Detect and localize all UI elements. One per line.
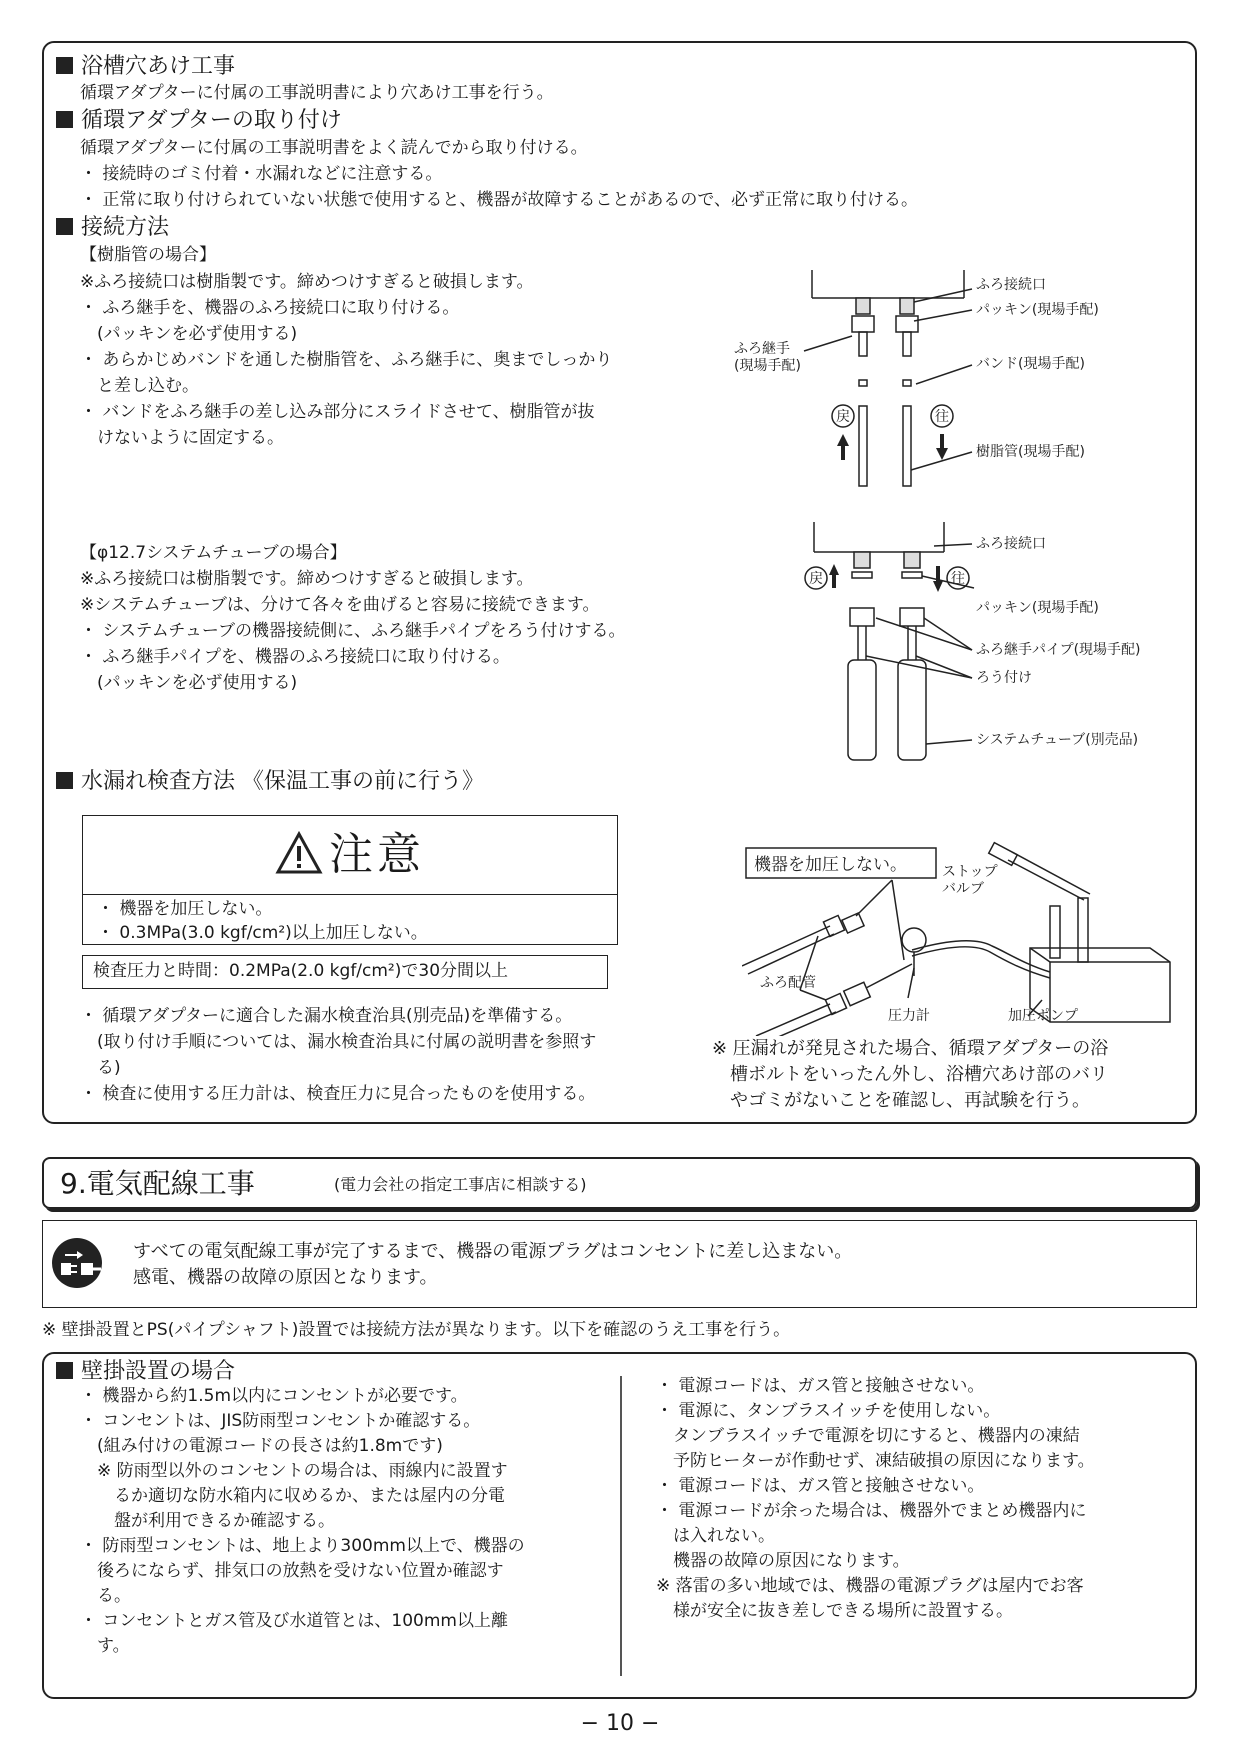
list-item: ・ 防雨型コンセントは、地上より300mm以上で、機器の (80, 1536, 525, 1556)
band-label: バンド(現場手配) (976, 356, 1085, 372)
list-item: 様が安全に抜き差しできる場所に設置する。 (656, 1601, 1013, 1621)
list-item: ・ ふろ継手を、機器のふろ接続口に取り付ける。 (80, 298, 460, 318)
unplug-icon (51, 1237, 103, 1289)
resin-pipe-diagram (728, 262, 1158, 494)
warning-box (42, 1220, 1197, 1308)
return-label: 戻 (809, 571, 823, 587)
leak-test-diagram (742, 840, 1178, 1036)
list-item: ・ コンセントとガス管及び水道管とは、100mm以上離 (80, 1611, 508, 1631)
heading-connection: 接続方法 (56, 214, 169, 242)
list-item: ・ バンドをふろ継手の差し込み部分にスライドさせて、樹脂管が抜 (80, 402, 595, 422)
heading-wall-mount: 壁掛設置の場合 (56, 1358, 235, 1386)
list-item: る。 (80, 1586, 131, 1606)
resin-title: 【樹脂管の場合】 (80, 245, 216, 265)
section9-note: ※ 壁掛設置とPS(パイプシャフト)設置では接続方法が異なります。以下を確認のうえ工事を行う。 (42, 1320, 791, 1340)
list-item: ・ 機器から約1.5m以内にコンセントが必要です。 (80, 1386, 468, 1406)
square-bullet-icon (56, 1362, 73, 1379)
gauge-label: 圧力計 (888, 1008, 930, 1024)
list-item: ・ 接続時のゴミ付着・水漏れなどに注意する。 (80, 164, 443, 184)
packing-label: パッキン(現場手配) (976, 600, 1099, 616)
system-tube-label: システムチューブ(別売品) (976, 732, 1139, 748)
square-bullet-icon (56, 772, 73, 789)
list-item: る) (80, 1058, 121, 1078)
system-tube-diagram (798, 516, 1190, 770)
list-item: ※システムチューブは、分けて各々を曲げると容易に接続できます。 (80, 595, 600, 615)
leak-note: やゴミがないことを確認し、再試験を行う。 (712, 1090, 1090, 1111)
list-item: ・ システムチューブの機器接続側に、ふろ継手パイプをろう付けする。 (80, 621, 626, 641)
supply-label: 往 (935, 409, 949, 425)
column-divider (620, 1376, 622, 1676)
bath-pipe-label: ふろ配管 (760, 975, 816, 991)
list-item: ・ コンセントは、JIS防雨型コンセントか確認する。 (80, 1411, 481, 1431)
joint-label: ふろ継手 (734, 341, 790, 357)
adapter-text: 循環アダプターに付属の工事説明書をよく読んでから取り付ける。 (80, 138, 588, 158)
stop-valve-label: ストップ (942, 864, 998, 880)
warning-icon (275, 831, 323, 875)
list-item: 予防ヒーターが作動せず、凍結破損の原因になります。 (656, 1451, 1095, 1471)
list-item: ・ 電源コードは、ガス管と接触させない。 (656, 1476, 985, 1496)
heading-bath-drilling: 浴槽穴あけ工事 (56, 53, 235, 81)
warning-text-2: 感電、機器の故障の原因となります。 (133, 1267, 438, 1288)
stop-valve-label-2: バルブ (942, 881, 984, 897)
return-label: 戻 (836, 409, 850, 425)
list-item: るか適切な防水箱内に収めるか、または屋内の分電 (80, 1486, 505, 1506)
heading-adapter: 循環アダプターの取り付け (56, 107, 342, 135)
list-item: ・ 電源に、タンブラスイッチを使用しない。 (656, 1401, 1001, 1421)
leak-note: ※ 圧漏れが発見された場合、循環アダプターの浴 (712, 1038, 1109, 1059)
square-bullet-icon (56, 218, 73, 235)
supply-label: 往 (951, 571, 965, 587)
list-item: と差し込む。 (80, 376, 199, 396)
list-item: (パッキンを必ず使用する) (80, 673, 298, 693)
list-item: ・ 電源コードが余った場合は、機器外でまとめ機器内に (656, 1501, 1087, 1521)
packing-label: パッキン(現場手配) (976, 302, 1099, 318)
list-item: は入れない。 (656, 1526, 775, 1546)
list-item: (取り付け手順については、漏水検査治具に付属の説明書を参照す (80, 1032, 597, 1052)
list-item: 盤が利用できるか確認する。 (80, 1511, 335, 1531)
caution-title: 注意 (83, 816, 617, 895)
list-item: ・ 検査に使用する圧力計は、検査圧力に見合ったものを使用する。 (80, 1084, 596, 1104)
list-item: ※ふろ接続口は樹脂製です。締めつけすぎると破損します。 (80, 569, 534, 589)
joint-pipe-label: ふろ継手パイプ(現場手配) (976, 642, 1141, 658)
list-item: タンブラスイッチで電源を切にすると、機器内の凍結 (656, 1426, 1080, 1446)
pressure-time-box: 検査圧力と時間：0.2MPa(2.0 kgf/cm²)で30分間以上 (82, 955, 608, 989)
section9-header (42, 1157, 1197, 1209)
bath-drilling-text: 循環アダプターに付属の工事説明書により穴あけ工事を行う。 (80, 83, 554, 103)
resin-pipe-label: 樹脂管(現場手配) (976, 444, 1085, 460)
list-item: 機器の故障の原因になります。 (656, 1551, 910, 1571)
list-item: 後ろにならず、排気口の放熱を受けない位置か確認す (80, 1561, 504, 1581)
caution-box (82, 815, 618, 945)
furo-port-label: ふろ接続口 (976, 536, 1046, 552)
section9-title: 9.電気配線工事 (60, 1167, 255, 1200)
pump-label: 加圧ポンプ (1008, 1008, 1078, 1024)
section9-subtitle: (電力会社の指定工事店に相談する) (334, 1175, 587, 1194)
warning-text: すべての電気配線工事が完了するまで、機器の電源プラグはコンセントに差し込まない。 (133, 1241, 853, 1262)
system-title: 【φ12.7システムチューブの場合】 (80, 543, 347, 563)
furo-port-label: ふろ接続口 (976, 277, 1046, 293)
list-item: けないように固定する。 (80, 428, 284, 448)
square-bullet-icon (56, 111, 73, 128)
list-item: ・ 正常に取り付けられていない状態で使用すると、機器が故障することがあるので、必ず正常に取り付ける。 (80, 190, 919, 210)
list-item: (組み付けの電源コードの長さは約1.8mです) (80, 1436, 443, 1456)
list-item: ・ 循環アダプターに適合した漏水検査治具(別売品)を準備する。 (80, 1006, 573, 1026)
brazing-label: ろう付け (976, 670, 1032, 686)
heading-leak-test: 水漏れ検査方法 《保温工事の前に行う》 (56, 768, 484, 796)
square-bullet-icon (56, 57, 73, 74)
page-number: − 10 − (580, 1711, 660, 1736)
joint-label-2: (現場手配) (734, 358, 801, 374)
list-item: ・ 機器を加圧しない。 (97, 899, 273, 919)
list-item: ・ 電源コードは、ガス管と接触させない。 (656, 1376, 985, 1396)
list-item: ・ あらかじめバンドを通した樹脂管を、ふろ継手に、奥までしっかり (80, 350, 613, 370)
list-item: ※ 落雷の多い地域では、機器の電源プラグは屋内でお客 (656, 1576, 1084, 1596)
list-item: ※ 防雨型以外のコンセントの場合は、雨線内に設置す (80, 1461, 508, 1481)
list-item: ※ふろ接続口は樹脂製です。締めつけすぎると破損します。 (80, 272, 534, 292)
no-pressure-label: 機器を加圧しない。 (754, 855, 907, 875)
list-item: ・ ふろ継手パイプを、機器のふろ接続口に取り付ける。 (80, 647, 510, 667)
list-item: (パッキンを必ず使用する) (80, 324, 298, 344)
list-item: ・ 0.3MPa(3.0 kgf/cm²)以上加圧しない。 (97, 923, 428, 943)
leak-note: 槽ボルトをいったん外し、浴槽穴あけ部のバリ (712, 1064, 1108, 1085)
list-item: す。 (80, 1636, 130, 1656)
